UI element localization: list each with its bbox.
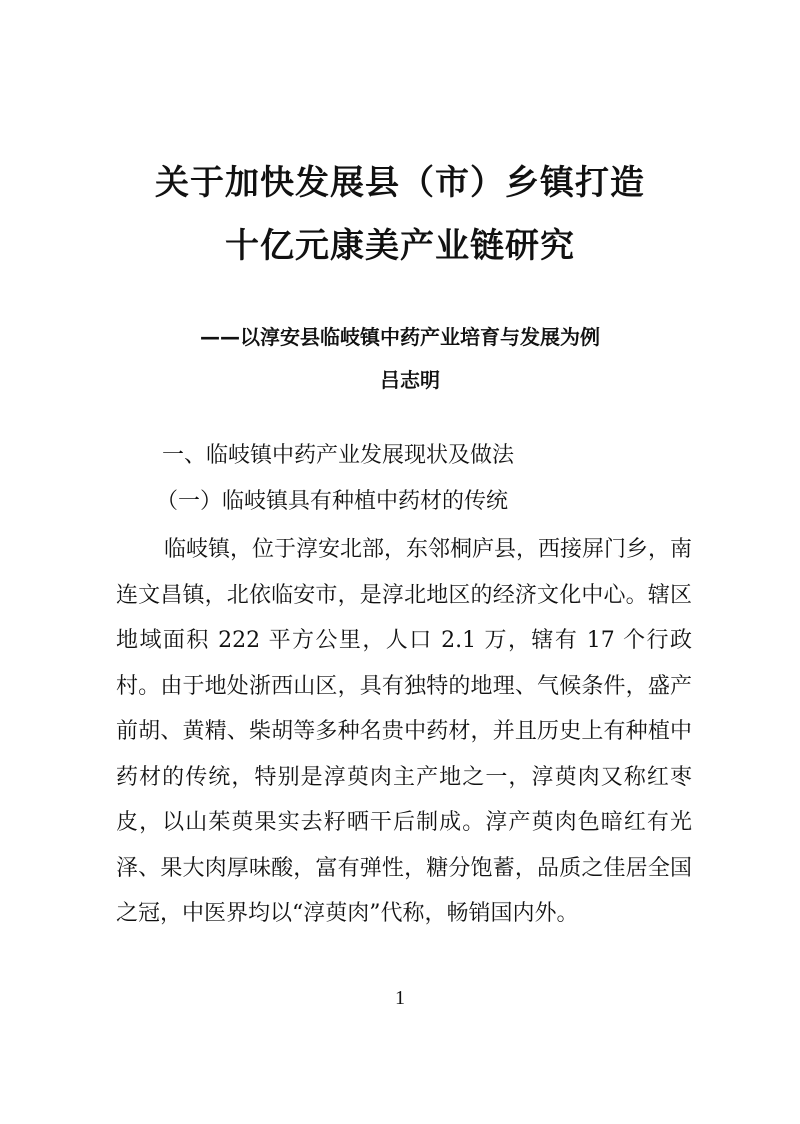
body-paragraph: 临岐镇，位于淳安北部，东邻桐庐县，西接屏门乡，南连文昌镇，北依临安市，是淳北地区的经济文化中心。辖区地域面积 222 平方公里，人口 2.1 万，辖有 17 个行政村。由于地处浙西山区，具有独特的地理、气候条件，盛产前胡、黄精、柴胡等多种名贵中药材，并且历史上有种植中药材的传统，特别是淳萸肉主产地之一，淳萸肉又称红枣皮，以山茱萸果实去籽晒干后制成。淳产萸肉色暗红有光泽、果大肉厚味酸，富有弹性，糖分饱蓄，品质之佳居全国之冠，中医界均以“淳萸肉”代称，畅销国内外。	[116, 537, 693, 926]
document-title-line-1: 关于加快发展县（市）乡镇打造	[155, 163, 645, 203]
page-number: 1	[395, 987, 405, 1009]
document-subtitle: ——以淳安县临岐镇中药产业培育与发展为例	[200, 325, 600, 349]
subsection-heading: （一）临岐镇具有种植中药材的传统	[156, 489, 509, 514]
document-title-line-2: 十亿元康美产业链研究	[225, 226, 575, 266]
document-author: 吕志明	[380, 368, 440, 392]
section-heading: 一、临岐镇中药产业发展现状及做法	[162, 443, 515, 468]
